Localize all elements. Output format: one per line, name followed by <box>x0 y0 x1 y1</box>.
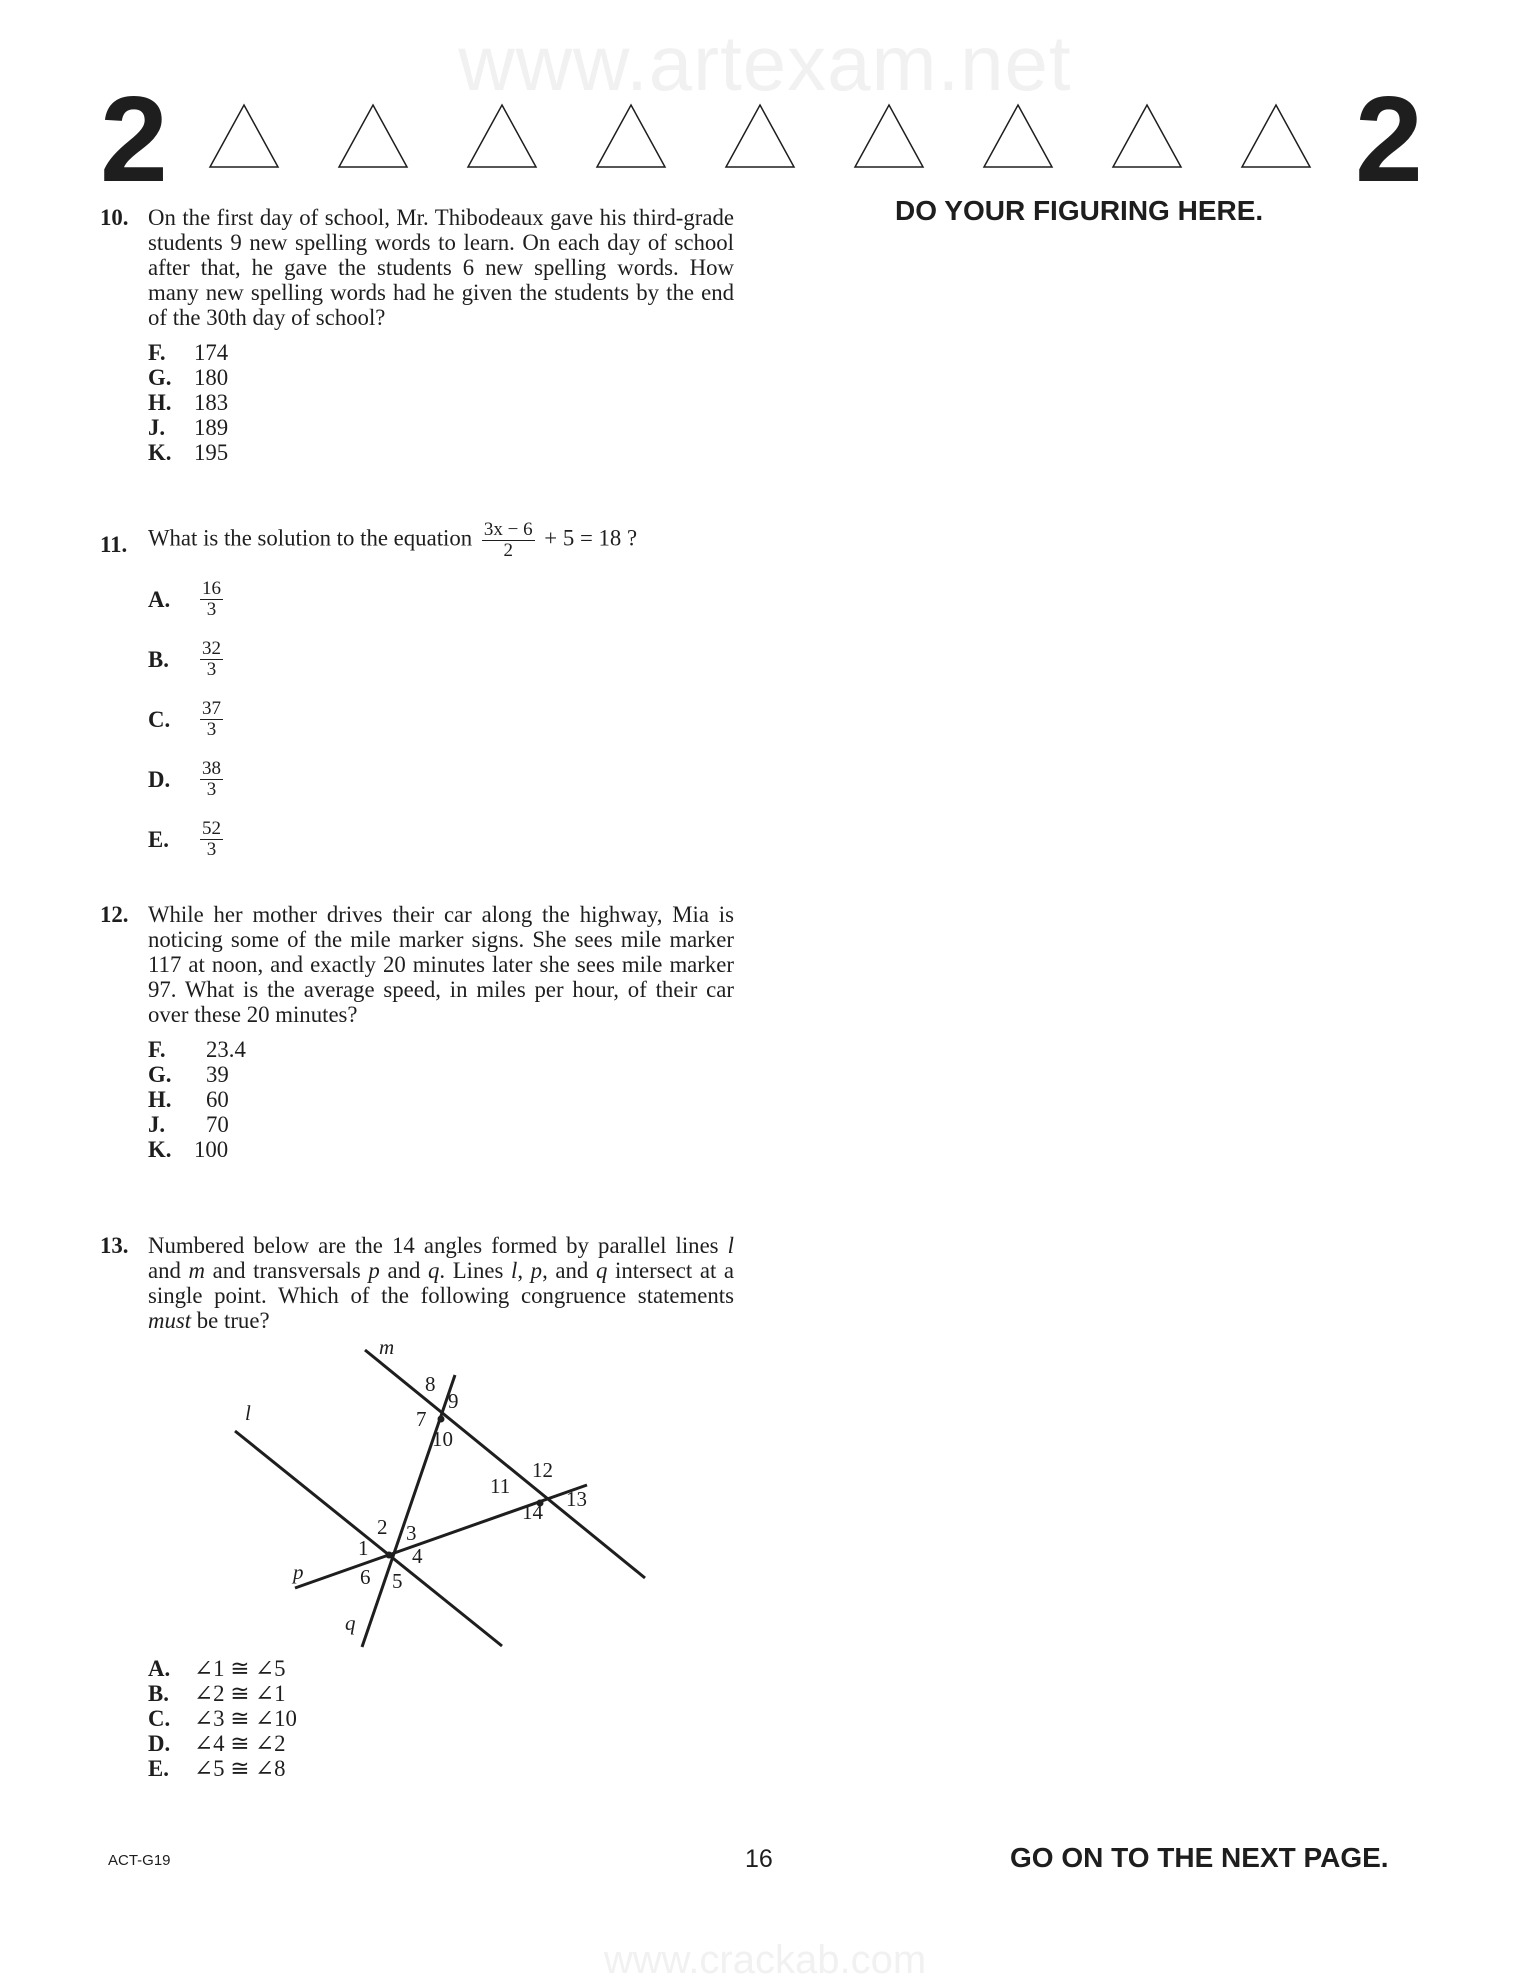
fraction-numerator: 32 <box>202 637 221 659</box>
answer-choice-f[interactable] <box>148 340 734 365</box>
answer-choice-a[interactable] <box>148 1656 734 1681</box>
angle-label: 7 <box>416 1407 427 1431</box>
answer-choice-j[interactable] <box>148 1112 734 1137</box>
choice-value: 100 <box>194 1137 229 1162</box>
choice-value: 174 <box>194 340 229 365</box>
label-q: q <box>345 1611 356 1635</box>
fraction-denominator: 3 <box>206 658 217 680</box>
choice-label: F. <box>148 1037 166 1062</box>
outline-triangle-icon <box>1240 103 1312 169</box>
choice-label: A. <box>148 586 171 612</box>
stem-text: and <box>387 1258 421 1283</box>
angle-label: 12 <box>532 1458 553 1482</box>
stem-text: and transversals <box>212 1258 361 1283</box>
choice-fraction <box>200 819 223 860</box>
stem-text: . Lines <box>439 1258 504 1283</box>
variable-l: l <box>511 1258 518 1283</box>
choice-label: B. <box>148 646 169 672</box>
stem-text: Numbered below are the 14 angles formed by parallel lines <box>148 1233 719 1258</box>
question-stem: While her mother drives their car along the highway, Mia is noticing some of the mile marker signs. She sees mile marker 117 at noon, and exactly 20 minutes later she sees mile marker 97. What is the average speed, in miles per hour, of their car over these 20 minutes? <box>148 902 734 1027</box>
answer-choice-g[interactable] <box>148 1062 734 1087</box>
line-l <box>235 1431 502 1646</box>
choice-value: 183 <box>194 390 229 415</box>
choice-label: H. <box>148 1087 172 1112</box>
figuring-area-label: DO YOUR FIGURING HERE. <box>895 195 1264 226</box>
fraction-denominator: 2 <box>503 540 513 561</box>
choice-value: 189 <box>194 415 229 440</box>
fraction-numerator: 3x − 6 <box>483 519 533 540</box>
question-13-choices <box>100 1656 734 1781</box>
fraction-numerator: 37 <box>202 697 221 719</box>
choice-label: K. <box>148 440 172 465</box>
page-number: 16 <box>745 1845 773 1873</box>
section-number-right: 2 <box>1355 71 1423 207</box>
angle-label: 13 <box>566 1487 587 1511</box>
variable-p: p <box>530 1258 543 1283</box>
choice-label: F. <box>148 340 166 365</box>
angle-label: 3 <box>406 1521 417 1545</box>
choice-value: ∠4 ≅ ∠2 <box>194 1731 286 1756</box>
choice-label: J. <box>148 1112 166 1137</box>
answer-choice-d[interactable] <box>148 749 734 809</box>
angle-label: 9 <box>448 1389 459 1413</box>
fraction-denominator: 3 <box>206 838 217 860</box>
choice-label: E. <box>148 1756 169 1781</box>
choice-label: G. <box>148 365 172 390</box>
variable-p: p <box>368 1258 380 1283</box>
choice-value: 60 <box>206 1087 229 1112</box>
fraction-denominator: 3 <box>206 718 217 740</box>
choice-value: 70 <box>206 1112 229 1137</box>
question-number: 13. <box>100 1233 129 1258</box>
watermark-top: www.artexam.net <box>458 19 1072 107</box>
outline-triangle-icon <box>337 103 409 169</box>
fraction-numerator: 16 <box>202 577 221 599</box>
outline-triangle-icon <box>1111 103 1183 169</box>
line-p <box>295 1485 587 1588</box>
test-code: ACT-G19 <box>108 1852 171 1869</box>
choice-label: G. <box>148 1062 172 1087</box>
question-number: 12. <box>100 902 129 927</box>
choice-value: ∠3 ≅ ∠10 <box>194 1706 297 1731</box>
angle-label: 11 <box>490 1474 511 1498</box>
variable-m: m <box>188 1258 206 1283</box>
answer-choice-c[interactable] <box>148 689 734 749</box>
intersection-point <box>386 1552 393 1559</box>
answer-choices <box>148 569 734 869</box>
choice-fraction <box>200 579 223 620</box>
equation-fraction <box>482 520 535 561</box>
angle-label: 5 <box>392 1569 403 1593</box>
stem-text: + 5 = 18 ? <box>544 525 638 551</box>
outline-triangle-icon <box>208 103 280 169</box>
angle-label: 8 <box>425 1372 436 1396</box>
outline-triangle-icon <box>853 103 925 169</box>
choice-label: A. <box>148 1656 171 1681</box>
stem-text: , and <box>542 1258 589 1283</box>
choice-label: H. <box>148 390 172 415</box>
variable-q: q <box>428 1258 440 1283</box>
answer-choice-j[interactable] <box>148 415 734 440</box>
intersection-point <box>438 1416 445 1423</box>
question-stem <box>148 1233 734 1333</box>
question-10 <box>100 205 734 465</box>
stem-text: intersect at a single point. Which of the following congruence statements <box>148 1258 735 1308</box>
choice-label: D. <box>148 1731 171 1756</box>
answer-choice-g[interactable] <box>148 365 734 390</box>
answer-choice-e[interactable] <box>148 809 734 869</box>
variable-q: q <box>595 1258 608 1283</box>
fraction-numerator: 38 <box>202 757 221 779</box>
stem-text: and <box>148 1258 181 1283</box>
choice-value: 180 <box>194 365 229 390</box>
fraction-denominator: 3 <box>206 778 217 800</box>
angle-label: 6 <box>360 1565 371 1589</box>
question-stem: On the first day of school, Mr. Thibodeaux gave his third-grade students 9 new spelling words to learn. On each day of school after that, he gave the students 6 new spelling words. How many new spelling words had he given the students by the end of the 30th day of school? <box>148 205 734 330</box>
choice-label: C. <box>148 706 171 732</box>
choice-value: ∠1 ≅ ∠5 <box>194 1656 286 1681</box>
stem-text: What is the solution to the equation <box>148 525 473 551</box>
label-p: p <box>293 1560 304 1584</box>
emphasis-must: must <box>148 1308 192 1333</box>
next-page-notice: GO ON TO THE NEXT PAGE. <box>1010 1842 1389 1873</box>
outline-triangle-icon <box>595 103 667 169</box>
choice-label: C. <box>148 1706 171 1731</box>
stem-text: , <box>517 1258 524 1283</box>
question-11 <box>100 520 734 869</box>
question-number: 10. <box>100 205 129 230</box>
angle-label: 4 <box>412 1544 423 1568</box>
choice-label: B. <box>148 1681 169 1706</box>
answer-choice-h[interactable] <box>148 1087 734 1112</box>
choice-fraction <box>200 759 223 800</box>
variable-l: l <box>727 1233 735 1258</box>
choice-value: 39 <box>206 1062 229 1087</box>
watermark-bottom: www.crackab.com <box>603 1938 927 1982</box>
answer-choices <box>148 1037 734 1162</box>
question-13 <box>100 1233 734 1333</box>
outline-triangle-icon <box>982 103 1054 169</box>
section-number-left: 2 <box>100 71 168 207</box>
angle-label: 2 <box>377 1515 388 1539</box>
question-12 <box>100 902 734 1162</box>
choice-label: K. <box>148 1137 172 1162</box>
choice-label: J. <box>148 415 166 440</box>
fraction-numerator: 52 <box>202 817 221 839</box>
parallel-lines-figure <box>200 1328 660 1648</box>
angle-label: 1 <box>358 1536 369 1560</box>
question-number: 11. <box>100 532 128 557</box>
stem-text: be true? <box>196 1308 270 1333</box>
choice-value: 195 <box>194 440 229 465</box>
answer-choices <box>148 340 734 465</box>
answer-choice-d[interactable] <box>148 1731 734 1756</box>
choice-value: ∠5 ≅ ∠8 <box>194 1756 286 1781</box>
choice-value: 23.4 <box>206 1037 246 1062</box>
answer-choices <box>148 1656 734 1781</box>
choice-fraction <box>200 639 223 680</box>
question-stem <box>148 520 734 561</box>
choice-label: E. <box>148 826 169 852</box>
choice-label: D. <box>148 766 171 792</box>
answer-choice-e[interactable] <box>148 1756 734 1781</box>
choice-fraction <box>200 699 223 740</box>
choice-value: ∠2 ≅ ∠1 <box>194 1681 286 1706</box>
answer-choice-h[interactable] <box>148 390 734 415</box>
outline-triangle-icon <box>724 103 796 169</box>
outline-triangle-icon <box>466 103 538 169</box>
label-m: m <box>379 1335 395 1359</box>
angle-label: 14 <box>522 1500 543 1524</box>
answer-choice-c[interactable] <box>148 1706 734 1731</box>
answer-choice-f[interactable] <box>148 1037 734 1062</box>
label-l: l <box>245 1401 251 1425</box>
fraction-denominator: 3 <box>206 598 217 620</box>
answer-choice-k[interactable] <box>148 440 734 465</box>
angle-label: 10 <box>432 1427 453 1451</box>
answer-choice-a[interactable] <box>148 569 734 629</box>
answer-choice-b[interactable] <box>148 1681 734 1706</box>
answer-choice-b[interactable] <box>148 629 734 689</box>
answer-choice-k[interactable] <box>148 1137 734 1162</box>
